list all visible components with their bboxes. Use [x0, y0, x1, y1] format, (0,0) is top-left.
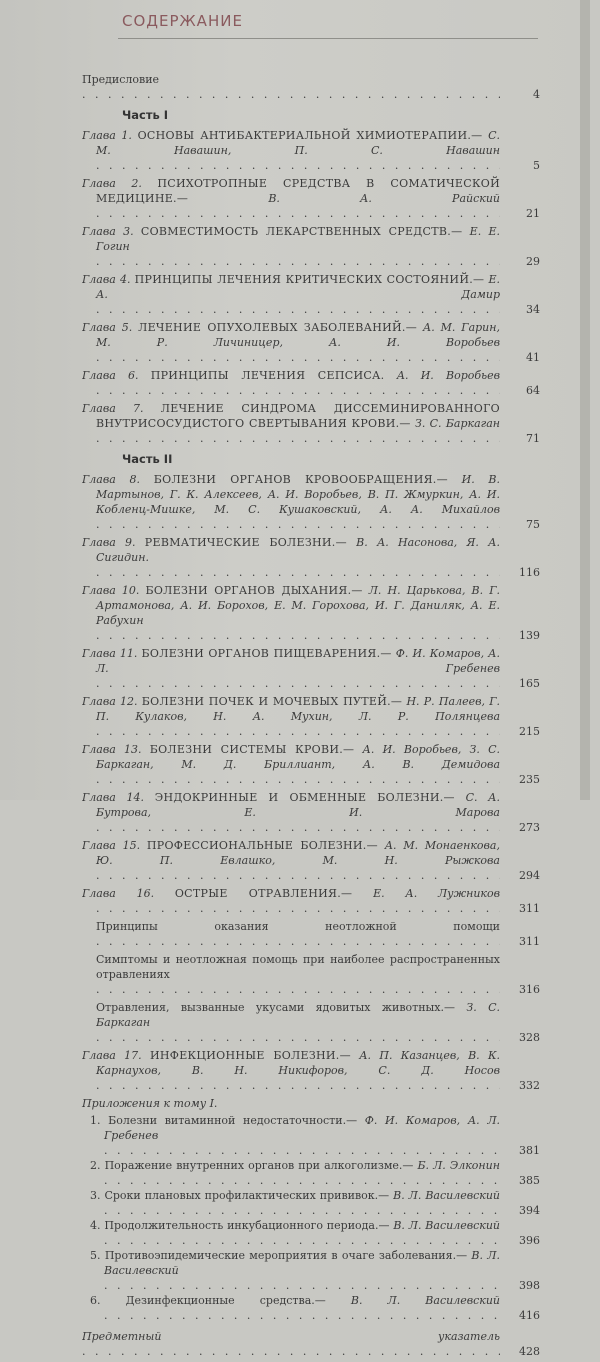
- chapter-number: Глава 8.: [82, 473, 141, 486]
- page-number: 21: [526, 207, 540, 220]
- toc-entry-section: [82, 1000, 540, 1045]
- entry-text: [96, 919, 500, 949]
- toc-entry-chapter: [82, 535, 540, 580]
- page-number: 416: [519, 1309, 540, 1322]
- entry-text: [82, 1188, 500, 1218]
- page-number: 311: [519, 902, 540, 915]
- chapter-number: Глава 15.: [82, 839, 141, 852]
- page-number: 316: [519, 983, 540, 996]
- entry-text: [96, 1000, 500, 1045]
- page-number: 41: [526, 351, 540, 364]
- entry-text: [82, 1248, 500, 1293]
- part-heading: Часть II: [122, 452, 173, 466]
- dot-leader: [96, 384, 500, 397]
- appendix-number: 3.: [90, 1189, 101, 1202]
- chapter-title: БОЛЕЗНИ ОРГАНОВ КРОВООБРАЩЕНИЯ.—: [153, 473, 448, 486]
- chapter-authors: Е. А. Дамир: [96, 273, 500, 301]
- section-authors: З. С. Баркаган: [96, 1001, 500, 1029]
- dot-leader: [96, 566, 500, 579]
- appendix-number: 6.: [90, 1294, 101, 1307]
- dot-leader: [104, 1174, 500, 1187]
- appendix-heading: Приложения к тому I.: [82, 1097, 218, 1110]
- appendix-authors: Б. Л. Элконин: [417, 1159, 500, 1172]
- dot-leader: [82, 88, 500, 101]
- entry-text: [82, 694, 500, 739]
- section-title: Отравления, вызванные укусами ядовитых животных.—: [96, 1001, 456, 1014]
- dot-leader: [96, 159, 500, 172]
- chapter-number: Глава 3.: [82, 225, 134, 238]
- entry-title: Предисловие: [82, 73, 160, 86]
- dot-leader: [96, 902, 500, 915]
- entry-text: [82, 790, 500, 835]
- chapter-number: Глава 12.: [82, 695, 138, 708]
- chapter-authors: А. П. Казанцев, В. К. Карнаухов, В. Н. Никифоров, С. Д. Носов: [96, 1049, 500, 1077]
- appendix-number: 4.: [90, 1219, 101, 1232]
- dot-leader: [104, 1234, 500, 1247]
- appendix-title: Продолжительность инкубационного периода.—: [104, 1219, 390, 1232]
- appendix-title: Противоэпидемические мероприятия в очаге заболевания.—: [104, 1249, 468, 1262]
- dot-leader: [96, 773, 500, 786]
- chapter-authors: А. М. Гарин, М. Р. Личиницер, А. И. Воробьев: [96, 321, 500, 349]
- appendix-authors: В. Л. Василевский: [393, 1219, 500, 1232]
- dot-leader: [96, 1031, 500, 1044]
- chapter-title: ЛЕЧЕНИЕ СИНДРОМА ДИССЕМИНИРОВАННОГО ВНУТРИСОСУДИСТОГО СВЕРТЫВАНИЯ КРОВИ.—: [96, 402, 500, 430]
- toc-entry-section: [82, 952, 540, 997]
- toc-entry-chapter: [82, 583, 540, 643]
- chapter-title: ПРОФЕССИОНАЛЬНЫЕ БОЛЕЗНИ.—: [146, 839, 378, 852]
- entry-text: [82, 838, 500, 883]
- chapter-authors: В. А. Насонова, Я. А. Сигидин.: [96, 536, 500, 564]
- entry-text: [82, 1113, 500, 1158]
- chapter-authors: Е. Е. Гогин: [96, 225, 500, 253]
- entry-text: [82, 401, 500, 446]
- page-number: 71: [526, 432, 540, 445]
- appendix-title: Сроки плановых профилактических прививок.—: [104, 1189, 390, 1202]
- chapter-authors: Ф. И. Комаров, А. Л. Гребенев: [96, 647, 500, 675]
- chapter-authors: А. М. Монаенкова, Ю. П. Евлашко, М. Н. Рыжкова: [96, 839, 500, 867]
- chapter-number: Глава 17.: [82, 1049, 142, 1062]
- title-divider: [118, 38, 538, 39]
- dot-leader: [82, 1345, 500, 1358]
- toc-entry-appendix: [82, 1113, 540, 1158]
- chapter-number: Глава 7.: [82, 402, 144, 415]
- page-number: 311: [519, 935, 540, 948]
- toc-entry-chapter: [82, 368, 540, 398]
- entry-text: [82, 646, 500, 691]
- toc-entry-chapter: [82, 272, 540, 317]
- entry-text: [96, 952, 500, 997]
- dot-leader: [104, 1204, 500, 1217]
- dot-leader: [96, 983, 500, 996]
- chapter-title: ОСНОВЫ АНТИБАКТЕРИАЛЬНОЙ ХИМИОТЕРАПИИ.—: [137, 129, 483, 142]
- page-title: СОДЕРЖАНИЕ: [122, 12, 243, 30]
- chapter-number: Глава 2.: [82, 177, 142, 190]
- chapter-title: ПРИНЦИПЫ ЛЕЧЕНИЯ КРИТИЧЕСКИХ СОСТОЯНИЙ.—: [134, 273, 485, 286]
- page-number: 273: [519, 821, 540, 834]
- chapter-number: Глава 5.: [82, 321, 133, 334]
- chapter-authors: С. А. Бутрова, Е. И. Марова: [96, 791, 500, 819]
- toc-entry-section: [82, 919, 540, 949]
- entry-text: [82, 535, 500, 580]
- toc-entry-chapter: [82, 401, 540, 446]
- toc-entry-appendix: [82, 1293, 540, 1323]
- toc-entry-chapter: [82, 320, 540, 365]
- entry-text: [82, 368, 500, 398]
- page-number: 215: [519, 725, 540, 738]
- chapter-number: Глава 16.: [82, 887, 155, 900]
- toc-entry-appendix: [82, 1218, 540, 1248]
- dot-leader: [96, 725, 500, 738]
- appendix-authors: В. Л. Василевский: [393, 1189, 500, 1202]
- toc-entry-chapter: [82, 886, 540, 916]
- chapter-authors: Н. Р. Палеев, Г. П. Кулаков, Н. А. Мухин, Л. Р. Полянцева: [96, 695, 500, 723]
- chapter-title: СОВМЕСТИМОСТЬ ЛЕКАРСТВЕННЫХ СРЕДСТВ.—: [140, 225, 463, 238]
- dot-leader: [96, 935, 500, 948]
- appendix-number: 5.: [90, 1249, 101, 1262]
- dot-leader: [96, 821, 500, 834]
- table-of-contents: [82, 72, 540, 1362]
- appendix-number: 2.: [90, 1159, 101, 1172]
- chapter-number: Глава 9.: [82, 536, 136, 549]
- chapter-authors: З. С. Баркаган: [415, 417, 500, 430]
- page-number: 428: [519, 1345, 540, 1358]
- chapter-title: БОЛЕЗНИ ОРГАНОВ ПИЩЕВАРЕНИЯ.—: [141, 647, 392, 660]
- entry-text: [82, 1218, 500, 1248]
- chapter-authors: А. И. Воробьев, З. С. Баркаган, М. Д. Бриллиант, А. В. Демидова: [96, 743, 500, 771]
- dot-leader: [96, 207, 500, 220]
- toc-entry-index: [82, 1329, 540, 1359]
- chapter-authors: И. В. Мартынов, Г. К. Алексеев, А. И. Воробьев, В. П. Жмуркин, А. И. Кобленц-Мишке, М. С. Кушаковский, А. А. Михайлов: [96, 473, 500, 516]
- appendix-number: 1.: [90, 1114, 101, 1127]
- page-number: 381: [519, 1144, 540, 1157]
- appendix-title: Поражение внутренних органов при алкоголизме.—: [104, 1159, 414, 1172]
- entry-text: [82, 583, 500, 643]
- section-title: Принципы оказания неотложной помощи: [96, 920, 500, 933]
- page-number: 396: [519, 1234, 540, 1247]
- entry-text: [82, 176, 500, 221]
- page-edge: [580, 0, 590, 800]
- chapter-authors: Е. А. Лужников: [373, 887, 500, 900]
- toc-entry-chapter: [82, 472, 540, 532]
- toc-entry-chapter: [82, 694, 540, 739]
- page-number: 394: [519, 1204, 540, 1217]
- toc-entry-chapter: [82, 224, 540, 269]
- chapter-title: ОСТРЫЕ ОТРАВЛЕНИЯ.—: [174, 887, 353, 900]
- dot-leader: [104, 1144, 500, 1157]
- chapter-number: Глава 1.: [82, 129, 132, 142]
- toc-entry-appendix: [82, 1248, 540, 1293]
- toc-entry-chapter: [82, 128, 540, 173]
- dot-leader: [96, 432, 500, 445]
- page-number: 332: [519, 1079, 540, 1092]
- dot-leader: [96, 518, 500, 531]
- toc-entry-chapter: [82, 646, 540, 691]
- toc-entry-appendix: [82, 1188, 540, 1218]
- dot-leader: [96, 255, 500, 268]
- chapter-title: ИНФЕКЦИОННЫЕ БОЛЕЗНИ.—: [149, 1049, 351, 1062]
- chapter-title: БОЛЕЗНИ СИСТЕМЫ КРОВИ.—: [149, 743, 355, 756]
- entry-text: [82, 128, 500, 173]
- dot-leader: [104, 1309, 500, 1322]
- section-title: Симптомы и неотложная помощь при наиболее распространенных отравлениях: [96, 953, 500, 981]
- entry-text: [82, 1293, 500, 1323]
- entry-text: [82, 224, 500, 269]
- toc-entry-chapter: [82, 742, 540, 787]
- chapter-title: БОЛЕЗНИ ОРГАНОВ ДЫХАНИЯ.—: [145, 584, 363, 597]
- chapter-title: ПРИНЦИПЫ ЛЕЧЕНИЯ СЕПСИСА.: [150, 369, 385, 382]
- page-number: 235: [519, 773, 540, 786]
- chapter-number: Глава 14.: [82, 791, 145, 804]
- page-number: 4: [533, 88, 540, 101]
- dot-leader: [104, 1279, 500, 1292]
- toc-entry-preface: [82, 72, 540, 102]
- toc-entry-appendix: [82, 1158, 540, 1188]
- page-number: 5: [533, 159, 540, 172]
- chapter-title: ЭНДОКРИННЫЕ И ОБМЕННЫЕ БОЛЕЗНИ.—: [154, 791, 455, 804]
- entry-text: [82, 272, 500, 317]
- chapter-number: Глава 11.: [82, 647, 138, 660]
- part-heading: Часть I: [122, 108, 169, 122]
- page-number: 29: [526, 255, 540, 268]
- toc-entry-chapter: [82, 176, 540, 221]
- entry-text: [82, 472, 500, 532]
- dot-leader: [96, 677, 500, 690]
- appendix-authors: В. Л. Василевский: [104, 1249, 500, 1277]
- chapter-authors: Л. Н. Царькова, В. Г. Артамонова, А. И. Борохов, Е. М. Горохова, И. Г. Даниляк, А. Е. Рабухин: [96, 584, 500, 627]
- chapter-authors: А. И. Воробьев: [396, 369, 500, 382]
- appendix-authors: Ф. И. Комаров, А. Л. Гребенев: [104, 1114, 500, 1142]
- page-number: 34: [526, 303, 540, 316]
- appendix-authors: В. Л. Василевский: [350, 1294, 500, 1307]
- index-title: Предметный указатель: [82, 1330, 500, 1343]
- page-number: 75: [526, 518, 540, 531]
- dot-leader: [96, 869, 500, 882]
- entry-text: [82, 1158, 500, 1188]
- chapter-title: ПСИХОТРОПНЫЕ СРЕДСТВА В СОМАТИЧЕСКОЙ МЕДИЦИНЕ.—: [96, 177, 500, 205]
- chapter-number: Глава 10.: [82, 584, 140, 597]
- chapter-number: Глава 13.: [82, 743, 142, 756]
- dot-leader: [96, 1079, 500, 1092]
- entry-text: [82, 1048, 500, 1093]
- chapter-number: Глава 6.: [82, 369, 139, 382]
- page-number: 385: [519, 1174, 540, 1187]
- appendix-title: Дезинфекционные средства.—: [125, 1294, 326, 1307]
- page-number: 116: [519, 566, 540, 579]
- entry-text: [82, 72, 500, 102]
- dot-leader: [96, 351, 500, 364]
- page-number: 294: [519, 869, 540, 882]
- toc-entry-chapter: [82, 790, 540, 835]
- toc-entry-chapter: [82, 1048, 540, 1093]
- chapter-authors: С. М. Навашин, П. С. Навашин: [96, 129, 500, 157]
- appendix-title: Болезни витаминной недостаточности.—: [108, 1114, 358, 1127]
- dot-leader: [96, 629, 500, 642]
- page-number: 398: [519, 1279, 540, 1292]
- entry-text: [82, 742, 500, 787]
- dot-leader: [96, 303, 500, 316]
- page-number: 64: [526, 384, 540, 397]
- entry-text: [82, 320, 500, 365]
- page-number: 165: [519, 677, 540, 690]
- chapter-title: ЛЕЧЕНИЕ ОПУХОЛЕВЫХ ЗАБОЛЕВАНИЙ.—: [138, 321, 417, 334]
- chapter-title: РЕВМАТИЧЕСКИЕ БОЛЕЗНИ.—: [144, 536, 347, 549]
- page-number: 328: [519, 1031, 540, 1044]
- chapter-number: Глава 4.: [82, 273, 131, 286]
- page-number: 139: [519, 629, 540, 642]
- chapter-authors: В. А. Райский: [268, 192, 500, 205]
- entry-text: [82, 886, 500, 916]
- entry-text: [82, 1329, 500, 1359]
- toc-entry-chapter: [82, 838, 540, 883]
- chapter-title: БОЛЕЗНИ ПОЧЕК И МОЧЕВЫХ ПУТЕЙ.—: [141, 695, 403, 708]
